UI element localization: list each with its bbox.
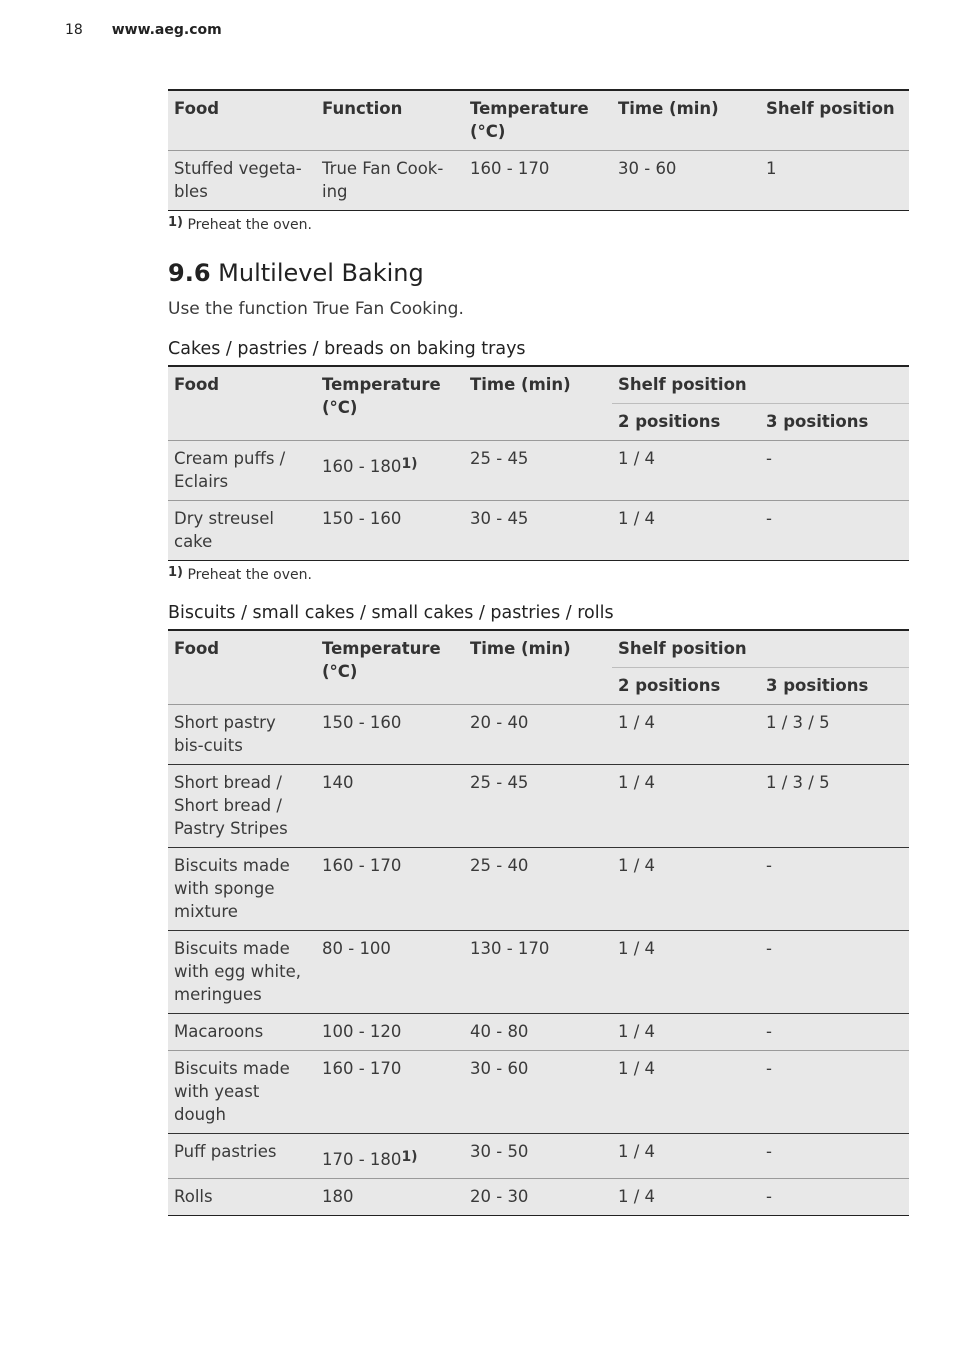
cell-function: True Fan Cook-ing [322, 159, 444, 201]
col-header-3-positions: 3 positions [766, 412, 869, 431]
table-row [168, 931, 909, 1014]
cell-food: Cream puffs / Eclairs [174, 449, 286, 491]
cell-3-positions: 1 / 3 / 5 [766, 713, 830, 732]
table-cakes-pastries [168, 365, 909, 561]
cell-3-positions: - [766, 1187, 772, 1206]
cell-temperature [316, 1134, 464, 1179]
table-row [168, 1179, 909, 1216]
cell-time: 40 - 80 [470, 1022, 529, 1041]
col-header-time: Time (min) [464, 630, 612, 705]
footnote [168, 565, 909, 583]
cell-3-positions: - [766, 856, 772, 875]
cell-time: 25 - 45 [470, 449, 529, 468]
col-header-temperature: Temperature (°C) [316, 630, 464, 705]
table-stuffed-vegetables [168, 89, 909, 211]
page-header [65, 22, 222, 38]
col-header: Function [322, 99, 403, 118]
cell-2-positions: 1 / 4 [618, 773, 656, 792]
table-row [168, 705, 909, 765]
footnote-text: Preheat the oven. [187, 567, 312, 583]
col-header: Food [174, 99, 220, 118]
table-subtitle: Cakes / pastries / breads on baking trays [168, 339, 526, 359]
col-header: Time (min) [618, 99, 719, 118]
col-header-2-positions: 2 positions [618, 676, 721, 695]
table-header-row [168, 630, 909, 668]
cell-2-positions: 1 / 4 [618, 856, 656, 875]
cell-food: Macaroons [174, 1022, 264, 1041]
cell-temperature: 160 - 170 [322, 1059, 402, 1078]
cell-3-positions: - [766, 449, 772, 468]
cell-temperature: 150 - 160 [322, 509, 402, 528]
cell-food: Dry streusel cake [174, 509, 274, 551]
cell-food: Short pastry bis-cuits [174, 713, 276, 755]
cell-2-positions: 1 / 4 [618, 1187, 656, 1206]
cell-temperature: 100 - 120 [322, 1022, 402, 1041]
temp-value: 160 - 180 [322, 457, 402, 476]
page-number: 18 [65, 22, 83, 38]
cell-time: 30 - 60 [470, 1059, 529, 1078]
footnote-mark: 1) [168, 215, 183, 230]
cell-food: Biscuits made with sponge mixture [174, 856, 290, 921]
cell-time: 20 - 40 [470, 713, 529, 732]
table-header-row [168, 366, 909, 404]
page-content [168, 89, 909, 1216]
cell-food: Stuffed vegeta-bles [174, 159, 302, 201]
footnote [168, 215, 909, 233]
table-row [168, 151, 909, 211]
col-header-shelf: Shelf position [612, 366, 909, 404]
section-intro: Use the function True Fan Cooking. [168, 299, 464, 319]
col-header-temperature: Temperature (°C) [316, 366, 464, 441]
col-header-time: Time (min) [464, 366, 612, 441]
temp-value: 170 - 180 [322, 1150, 402, 1169]
col-header-3-positions: 3 positions [766, 676, 869, 695]
cell-time: 30 - 45 [470, 509, 529, 528]
cell-time: 130 - 170 [470, 939, 550, 958]
col-header-shelf: Shelf position [612, 630, 909, 668]
table-row [168, 765, 909, 848]
cell-time: 20 - 30 [470, 1187, 529, 1206]
cell-2-positions: 1 / 4 [618, 713, 656, 732]
cell-2-positions: 1 / 4 [618, 1059, 656, 1078]
cell-time: 30 - 50 [470, 1142, 529, 1161]
site-url: www.aeg.com [111, 22, 222, 38]
cell-temperature: 160 - 170 [470, 159, 550, 178]
col-header-2-positions: 2 positions [618, 412, 721, 431]
cell-3-positions: - [766, 1059, 772, 1078]
cell-2-positions: 1 / 4 [618, 509, 656, 528]
cell-time: 25 - 40 [470, 856, 529, 875]
table-row [168, 1014, 909, 1051]
cell-food: Puff pastries [174, 1142, 277, 1161]
cell-food: Biscuits made with egg white, meringues [174, 939, 301, 1004]
cell-time: 25 - 45 [470, 773, 529, 792]
col-header-food: Food [168, 366, 316, 441]
section-number: 9.6 [168, 259, 211, 287]
footnote-text: Preheat the oven. [187, 217, 312, 233]
table-biscuits-rolls [168, 629, 909, 1216]
cell-3-positions: - [766, 1022, 772, 1041]
cell-3-positions: - [766, 939, 772, 958]
footnote-ref: 1) [401, 1149, 418, 1165]
cell-time: 30 - 60 [618, 159, 677, 178]
cell-3-positions: - [766, 509, 772, 528]
section-heading [168, 259, 909, 287]
cell-2-positions: 1 / 4 [618, 449, 656, 468]
cell-temperature: 140 [322, 773, 354, 792]
cell-3-positions: - [766, 1142, 772, 1161]
cell-food: Short bread / Short bread / Pastry Stripes [174, 773, 288, 838]
cell-temperature: 150 - 160 [322, 713, 402, 732]
cell-temperature: 180 [322, 1187, 354, 1206]
col-header: Shelf position [766, 99, 895, 118]
table-row [168, 1051, 909, 1134]
section-title: Multilevel Baking [218, 259, 424, 287]
cell-3-positions: 1 / 3 / 5 [766, 773, 830, 792]
table-subtitle: Biscuits / small cakes / small cakes / pastries / rolls [168, 603, 614, 623]
cell-shelf: 1 [766, 159, 777, 178]
col-header: Temperature (°C) [470, 99, 589, 141]
cell-temperature [316, 441, 464, 501]
table-row [168, 848, 909, 931]
table-header-row [168, 90, 909, 151]
cell-food: Biscuits made with yeast dough [174, 1059, 290, 1124]
table-row [168, 1134, 909, 1179]
col-header-food: Food [168, 630, 316, 705]
cell-2-positions: 1 / 4 [618, 1142, 656, 1161]
cell-2-positions: 1 / 4 [618, 1022, 656, 1041]
cell-temperature: 80 - 100 [322, 939, 391, 958]
table-row [168, 441, 909, 501]
footnote-ref: 1) [401, 456, 418, 472]
table-row [168, 501, 909, 561]
cell-food: Rolls [174, 1187, 213, 1206]
cell-temperature: 160 - 170 [322, 856, 402, 875]
footnote-mark: 1) [168, 565, 183, 580]
cell-2-positions: 1 / 4 [618, 939, 656, 958]
